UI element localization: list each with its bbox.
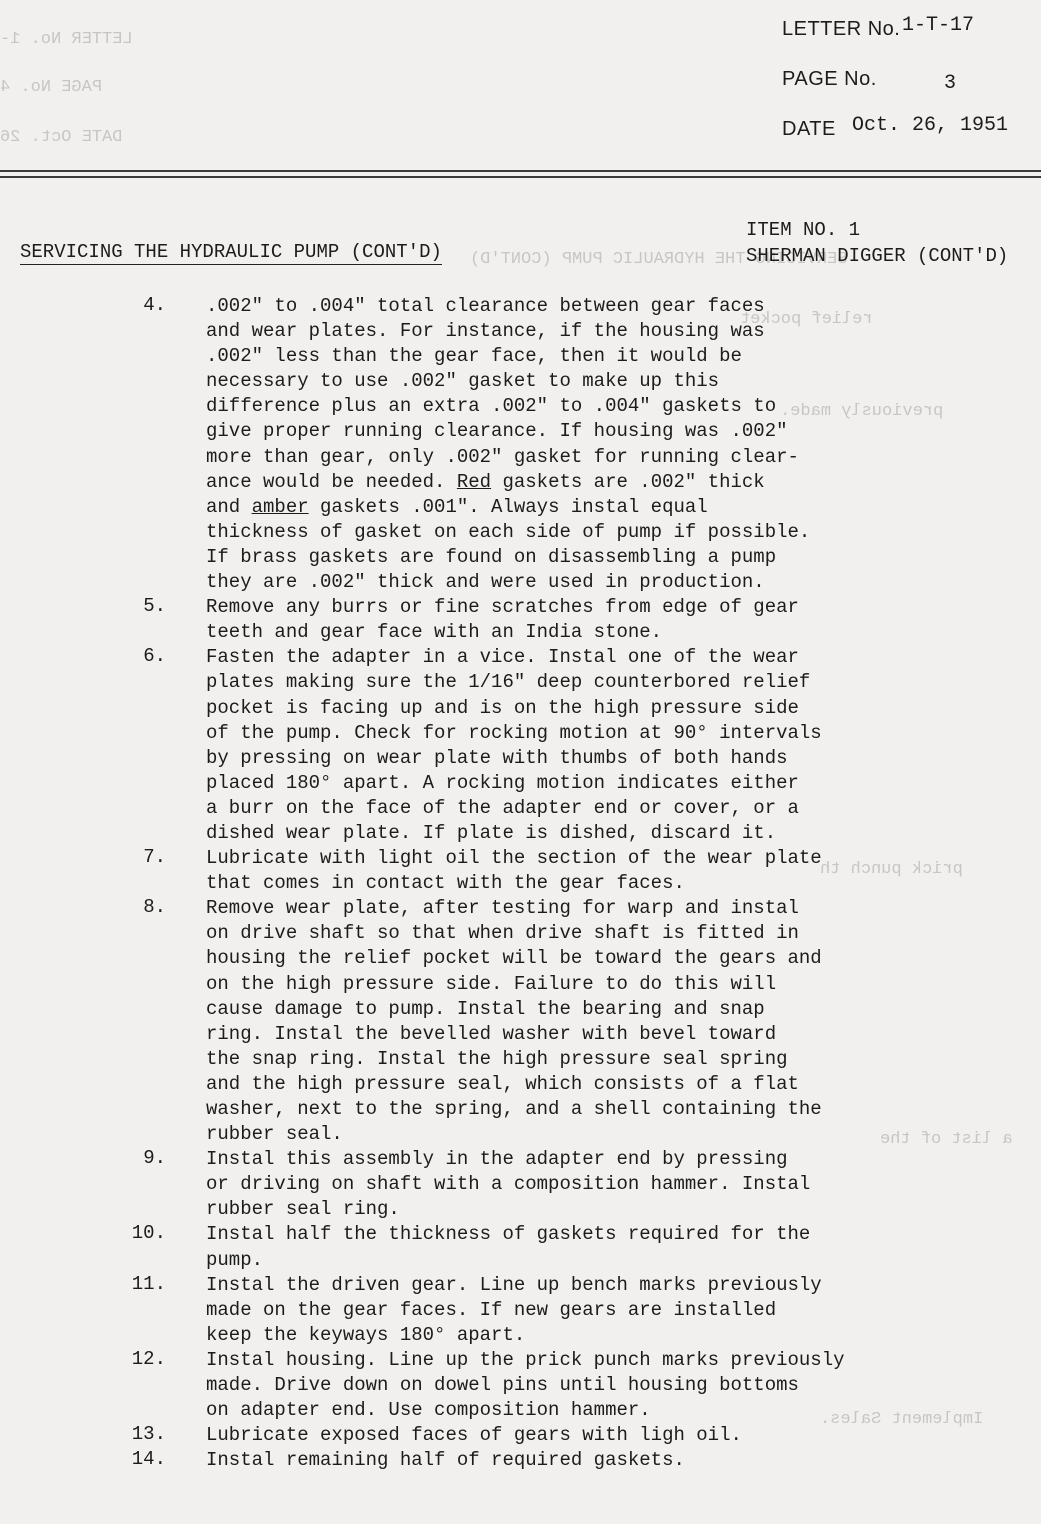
step-text-line: and wear plates. For instance, if the housing was xyxy=(206,320,765,343)
header-rule-top xyxy=(0,170,1041,172)
header-rule-bottom xyxy=(0,176,1041,178)
procedure-steps xyxy=(0,294,1041,1473)
step-text-line: the snap ring. Instal the high pressure seal spring xyxy=(206,1047,788,1070)
machine-name: SHERMAN DIGGER (CONT'D) xyxy=(746,245,1009,267)
step-text-line: washer, next to the spring, and a shell containing the xyxy=(206,1098,822,1120)
procedure-step xyxy=(0,1348,1041,1423)
step-text-line: more than gear, only .002" gasket for running clear- xyxy=(206,445,799,468)
step-text-line: plates making sure the 1/16" deep counterbored relief xyxy=(206,671,811,694)
step-text-line: ance would be needed. Red gaskets are .002" thick xyxy=(206,470,765,493)
procedure-step xyxy=(0,1448,1041,1473)
page-number-label: PAGE No. xyxy=(782,68,877,90)
step-text-line: Fasten the adapter in a vice. Instal one of the wear xyxy=(206,646,799,669)
step-text-line: made. Drive down on dowel pins until housing bottoms xyxy=(206,1374,799,1397)
procedure-step xyxy=(0,1423,1041,1448)
procedure-step xyxy=(0,846,1041,896)
step-text-line: they are .002" thick and were used in production. xyxy=(206,571,765,594)
step-text-line: Remove wear plate, after testing for warp and instal xyxy=(206,897,799,920)
step-number: 5. xyxy=(143,595,166,618)
step-number: 8. xyxy=(143,896,166,919)
step-number: 12. xyxy=(131,1347,166,1370)
step-text-line: made on the gear faces. If new gears are installed xyxy=(206,1298,777,1321)
procedure-step xyxy=(0,1273,1041,1348)
step-text-line: Instal housing. Line up the prick punch marks previously xyxy=(206,1348,845,1371)
step-text-line: give proper running clearance. If housing was .002" xyxy=(206,420,788,443)
step-text-line: on drive shaft so that when drive shaft is fitted in xyxy=(206,922,799,945)
step-text-line: and the high pressure seal, which consists of a flat xyxy=(206,1072,799,1095)
procedure-step xyxy=(0,896,1041,1147)
step-text-line: rubber seal ring. xyxy=(206,1198,400,1221)
step-text-line: and amber gaskets .001". Always instal equal xyxy=(206,495,708,518)
step-number: 11. xyxy=(131,1272,166,1295)
step-text-line: Instal the driven gear. Line up bench marks previously xyxy=(206,1273,822,1296)
step-text-line: thickness of gasket on each side of pump if possible. xyxy=(206,520,811,543)
step-number: 10. xyxy=(131,1222,166,1245)
step-text-line: on adapter end. Use composition hammer. xyxy=(206,1399,651,1422)
step-text-line: dished wear plate. If plate is dished, discard it. xyxy=(206,821,777,844)
step-text-line: rubber seal. xyxy=(206,1123,343,1146)
step-text-line: keep the keyways 180° apart. xyxy=(206,1323,526,1346)
page-number-value: 3 xyxy=(944,72,957,95)
procedure-step xyxy=(0,1147,1041,1222)
step-text-line: cause damage to pump. Instal the bearing and snap xyxy=(206,997,765,1020)
step-text-line: a burr on the face of the adapter end or cover, or a xyxy=(206,796,799,819)
step-text-line: ring. Instal the bevelled washer with bevel toward xyxy=(206,1022,777,1045)
step-text-line: Remove any burrs or fine scratches from edge of gear xyxy=(206,596,799,619)
procedure-step xyxy=(0,645,1041,846)
step-text-line: necessary to use .002" gasket to make up this xyxy=(206,370,720,393)
letter-number-value: 1-T-17 xyxy=(902,14,975,37)
step-number: 9. xyxy=(143,1147,166,1170)
procedure-step xyxy=(0,595,1041,645)
item-number: ITEM NO. 1 xyxy=(746,219,861,241)
step-text-line: Instal remaining half of required gaskets. xyxy=(206,1449,685,1472)
step-number: 6. xyxy=(143,645,166,668)
step-text-line: Lubricate with light oil the section of the wear plate xyxy=(206,847,822,870)
step-text-line: on the high pressure side. Failure to do this will xyxy=(206,972,777,995)
step-text-line: Instal this assembly in the adapter end by pressing xyxy=(206,1148,788,1171)
procedure-step xyxy=(0,1222,1041,1272)
step-text-line: pump. xyxy=(206,1248,264,1271)
date-value: Oct. 26, 1951 xyxy=(852,114,1009,137)
step-text-line: by pressing on wear plate with thumbs of both hands xyxy=(206,746,788,769)
step-text-line: Lubricate exposed faces of gears with ligh oil. xyxy=(206,1424,742,1447)
step-text-line: .002" to .004" total clearance between gear faces xyxy=(206,295,765,317)
date-label: DATE xyxy=(782,118,836,140)
step-text-line: that comes in contact with the gear faces. xyxy=(206,872,685,895)
step-number: 4. xyxy=(143,294,166,316)
step-number: 7. xyxy=(143,846,166,869)
step-text-line: of the pump. Check for rocking motion at 90° intervals xyxy=(206,721,822,744)
step-text-line: pocket is facing up and is on the high pressure side xyxy=(206,696,799,719)
step-text-line: placed 180° apart. A rocking motion indicates either xyxy=(206,771,799,794)
step-text-line: teeth and gear face with an India stone. xyxy=(206,621,663,644)
step-text-line: or driving on shaft with a composition hammer. Instal xyxy=(206,1173,811,1196)
step-text-line: difference plus an extra .002" to .004" gaskets to xyxy=(206,395,777,418)
step-text-line: housing the relief pocket will be toward the gears and xyxy=(206,947,822,970)
letter-number-label: LETTER No. xyxy=(782,18,901,40)
section-title: SERVICING THE HYDRAULIC PUMP (CONT'D) xyxy=(20,241,442,263)
step-text-line: .002" less than the gear face, then it would be xyxy=(206,345,742,368)
procedure-step xyxy=(0,294,1041,595)
step-text-line: If brass gaskets are found on disassembling a pump xyxy=(206,545,777,568)
step-text-line: Instal half the thickness of gaskets required for the xyxy=(206,1223,811,1246)
step-number: 13. xyxy=(131,1423,166,1446)
step-number: 14. xyxy=(131,1448,166,1471)
